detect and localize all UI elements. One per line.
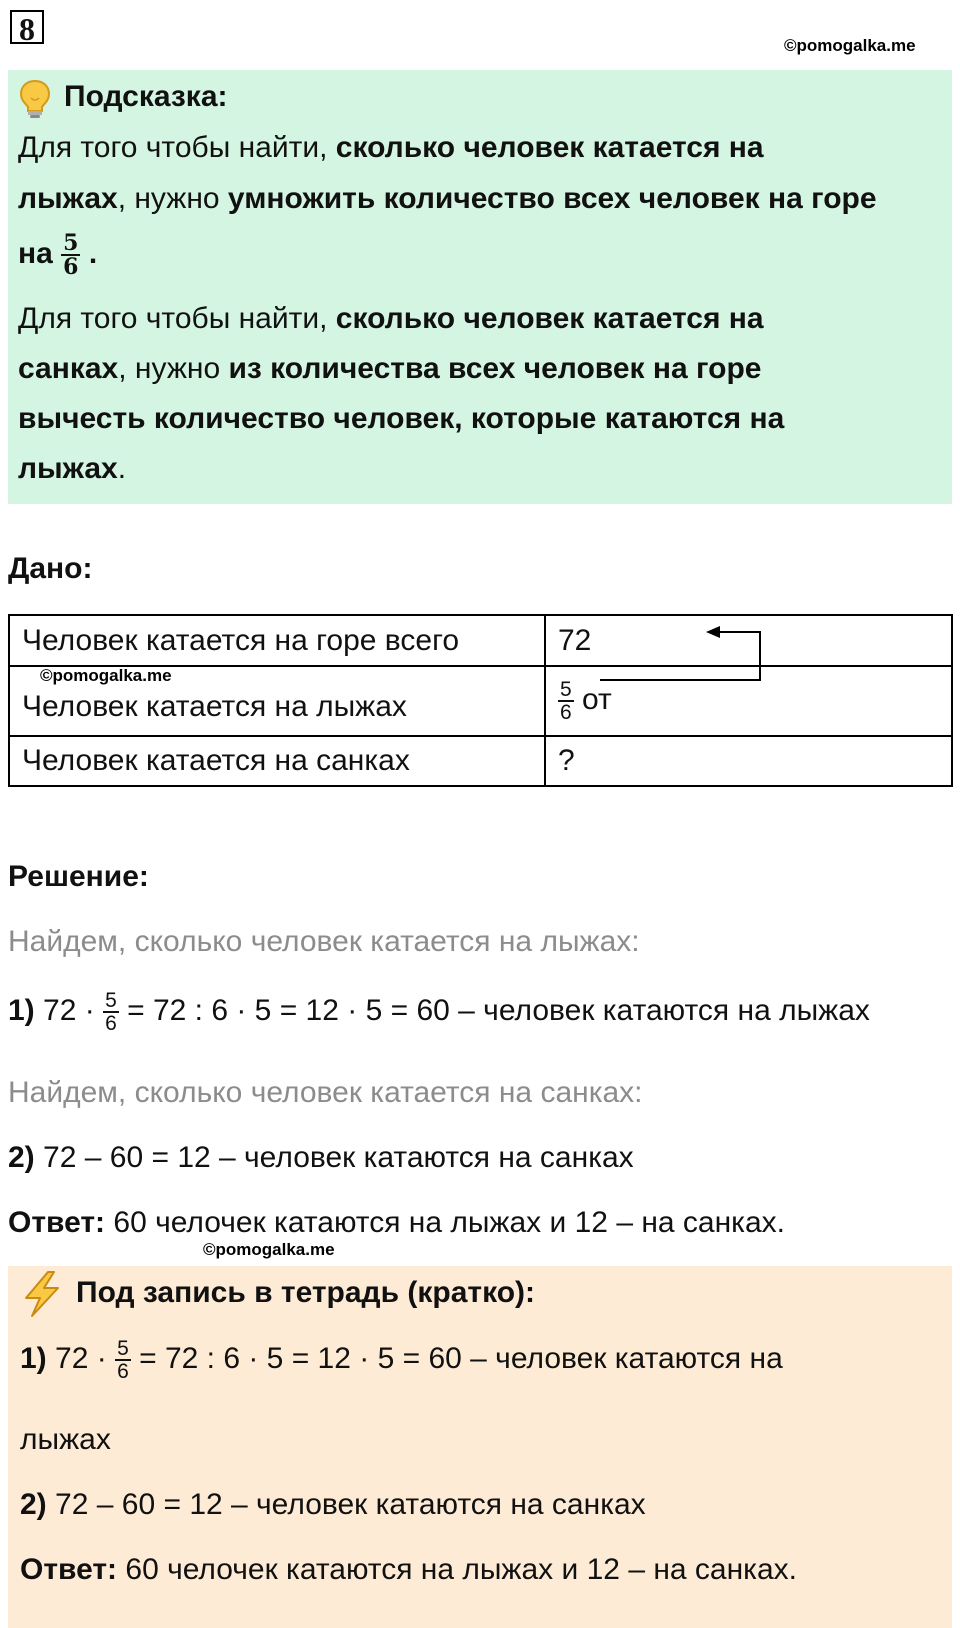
hint-title: Подсказка:	[64, 80, 228, 113]
watermark: ©pomogalka.me	[40, 666, 172, 685]
hint-line-5: санках, нужно из количества всех человек на горе	[18, 352, 762, 385]
fraction-five-sixths: $\frac{5}{6}$	[63, 230, 79, 280]
hint-line-1: Для того чтобы найти, сколько человек катается на	[18, 131, 764, 164]
fraction-five-sixths: $\frac{5}{6}$	[105, 989, 117, 1035]
given-label: Человек катается на санках	[9, 736, 545, 786]
notebook-title: Под запись в тетрадь (кратко):	[76, 1276, 536, 1309]
given-value: ?	[545, 736, 952, 786]
given-label: Человек катается на горе всего	[9, 615, 545, 666]
step2-note: Найдем, сколько человек катается на санках:	[8, 1076, 643, 1109]
hint-line-6: вычесть количество человек, которые катаются на	[18, 402, 785, 435]
table-row	[9, 615, 952, 666]
solution-title: Решение:	[8, 860, 149, 893]
given-label: Человек катается на лыжах	[9, 666, 545, 736]
notebook-step1-line: 1) 72 · $\frac{5}{6}$ = 72 : 6 · 5 = 12 · 5 = 60 – человек катаются на	[20, 1337, 783, 1383]
lightning-icon	[20, 1270, 64, 1323]
watermark: ©pomogalka.me	[784, 36, 916, 55]
notebook-answer-line: Ответ: 60 челочек катаются на лыжах и 12 – на санках.	[20, 1553, 797, 1586]
step1-line: 1) 72 · $\frac{5}{6}$ = 72 : 6 · 5 = 12 · 5 = 60 – человек катаются на лыжах	[8, 989, 870, 1035]
hint-line-7: лыжах.	[18, 452, 127, 485]
hint-line-4: Для того чтобы найти, сколько человек катается на	[18, 302, 764, 335]
given-title: Дано:	[8, 552, 93, 585]
given-value: $\frac{5}{6}$ от	[545, 666, 952, 736]
hint-line-2: лыжах, нужно умножить количество всех человек на горе	[18, 182, 877, 215]
table-row	[9, 736, 952, 786]
task-number: 8	[10, 10, 44, 44]
given-table	[8, 614, 953, 787]
relation-arrow-icon	[600, 620, 770, 700]
notebook-step2-line: 2) 72 – 60 = 12 – человек катаются на санках	[20, 1488, 646, 1521]
step2-line: 2) 72 – 60 = 12 – человек катаются на санках	[8, 1141, 634, 1174]
fraction-five-sixths: $\frac{5}{6}$	[117, 1337, 129, 1383]
notebook-step1-cont: лыжах	[20, 1423, 111, 1456]
answer-line: Ответ: 60 челочек катаются на лыжах и 12 – на санках.	[8, 1206, 785, 1239]
given-value: 72	[545, 615, 952, 666]
fraction-five-sixths: $\frac{5}{6}$	[560, 678, 572, 724]
watermark: ©pomogalka.me	[203, 1240, 335, 1259]
hint-line-3: на $\frac{5}{6}$ .	[18, 230, 98, 280]
step1-note: Найдем, сколько человек катается на лыжах:	[8, 925, 640, 958]
lightbulb-icon	[18, 78, 52, 125]
